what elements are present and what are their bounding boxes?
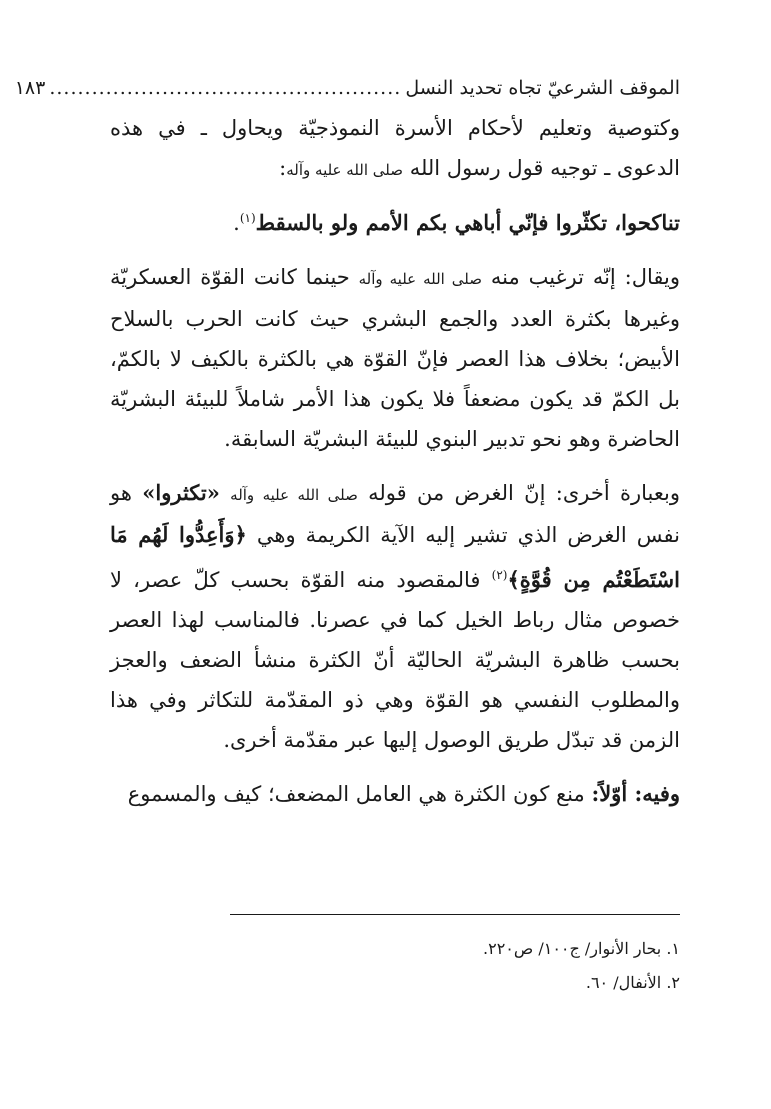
hadith-text: تناكحوا، تكثّروا فإنّي أباهي بكم الأمم ولو بالسقط xyxy=(255,210,680,235)
quran-verse: ﴿وَأَعِدُّوا لَهُم مَا اسْتَطَعْتُم مِن قُوَّةٍ﴾ xyxy=(110,522,680,592)
paragraph-3-rest: فالمقصود منه القوّة بحسب كلّ عصر، لا خصوص مثال رباط الخيل كما في عصرنا. فالمناسب لهذا العصر بحسب ظاهرة البشريّة الحاليّة أنّ الكثرة منشأ الضعف والعجز والمطلوب النفسي هو القوّة وهي ذو المقدّمة للتكاثر وفي هذا الزمن قد تبدّل طريق الوصول إليها عبر مقدّمة أخرى. xyxy=(110,568,680,752)
main-text xyxy=(110,108,680,814)
paragraph-4 xyxy=(110,774,680,814)
hadith-end: . xyxy=(233,211,240,235)
paragraph-1-text: وكتوصية وتعليم لأحكام الأسرة النموذجيّة ويحاول ـ في هذه الدعوى ـ توجيه قول رسول الله xyxy=(110,116,680,180)
chapter-title: الموقف الشرعيّ تجاه تحديد النسل xyxy=(405,77,680,99)
footnotes xyxy=(110,932,680,1000)
paragraph-1-end: : xyxy=(279,156,287,180)
footnote-ref-2: (٢) xyxy=(491,568,508,582)
hadith-line xyxy=(110,198,680,243)
paragraph-4-lead: وفيه: أوّلاً: xyxy=(591,781,680,806)
quoted-word: «تكثروا» xyxy=(142,480,220,505)
book-page xyxy=(14,70,680,992)
leader-dots: .................................................. xyxy=(49,77,402,99)
paragraph-1 xyxy=(110,108,680,190)
salawat-1: صلى الله عليه وآله xyxy=(286,161,403,179)
paragraph-2-rest: حينما كانت القوّة العسكريّة وغيرها بكثرة العدد والجمع البشري حيث كانت الحرب بالسلاح الأبيض؛ بخلاف هذا العصر فإنّ القوّة هي بالكثرة بالكيف لا بالكمّ، بل الكمّ قد يكون مضعفاً فلا يكون هذا الأمر شاملاً للبيئة البشريّة الحاضرة وهو نحو تدبير البنوي للبيئة البشريّة السابقة. xyxy=(110,265,680,451)
salawat-3: صلى الله عليه وآله xyxy=(230,486,358,504)
paragraph-2-start: ويقال: إنّه ترغيب منه xyxy=(490,265,680,289)
running-header xyxy=(14,70,680,106)
salawat-2: صلى الله عليه وآله xyxy=(358,270,482,288)
paragraph-3 xyxy=(110,473,680,760)
paragraph-4-rest: منع كون الكثرة هي العامل المضعف؛ كيف والمسموع xyxy=(127,782,585,806)
footnote-2: ٢. الأنفال/ ٦٠. xyxy=(585,973,680,992)
footnote-ref-1: (١) xyxy=(239,211,256,225)
footnote-divider xyxy=(230,914,680,915)
paragraph-3-start: وبعبارة أخرى: إنّ الغرض من قوله xyxy=(368,481,680,505)
footnote-1: ١. بحار الأنوار/ ج١٠٠/ ص٢٢٠. xyxy=(483,939,680,958)
paragraph-2 xyxy=(110,257,680,459)
paragraph-3-mid: هو نفس الغرض الذي تشير إليه الآية الكريمة وهي xyxy=(110,481,680,547)
page-number: ١٨٣ xyxy=(14,77,46,99)
